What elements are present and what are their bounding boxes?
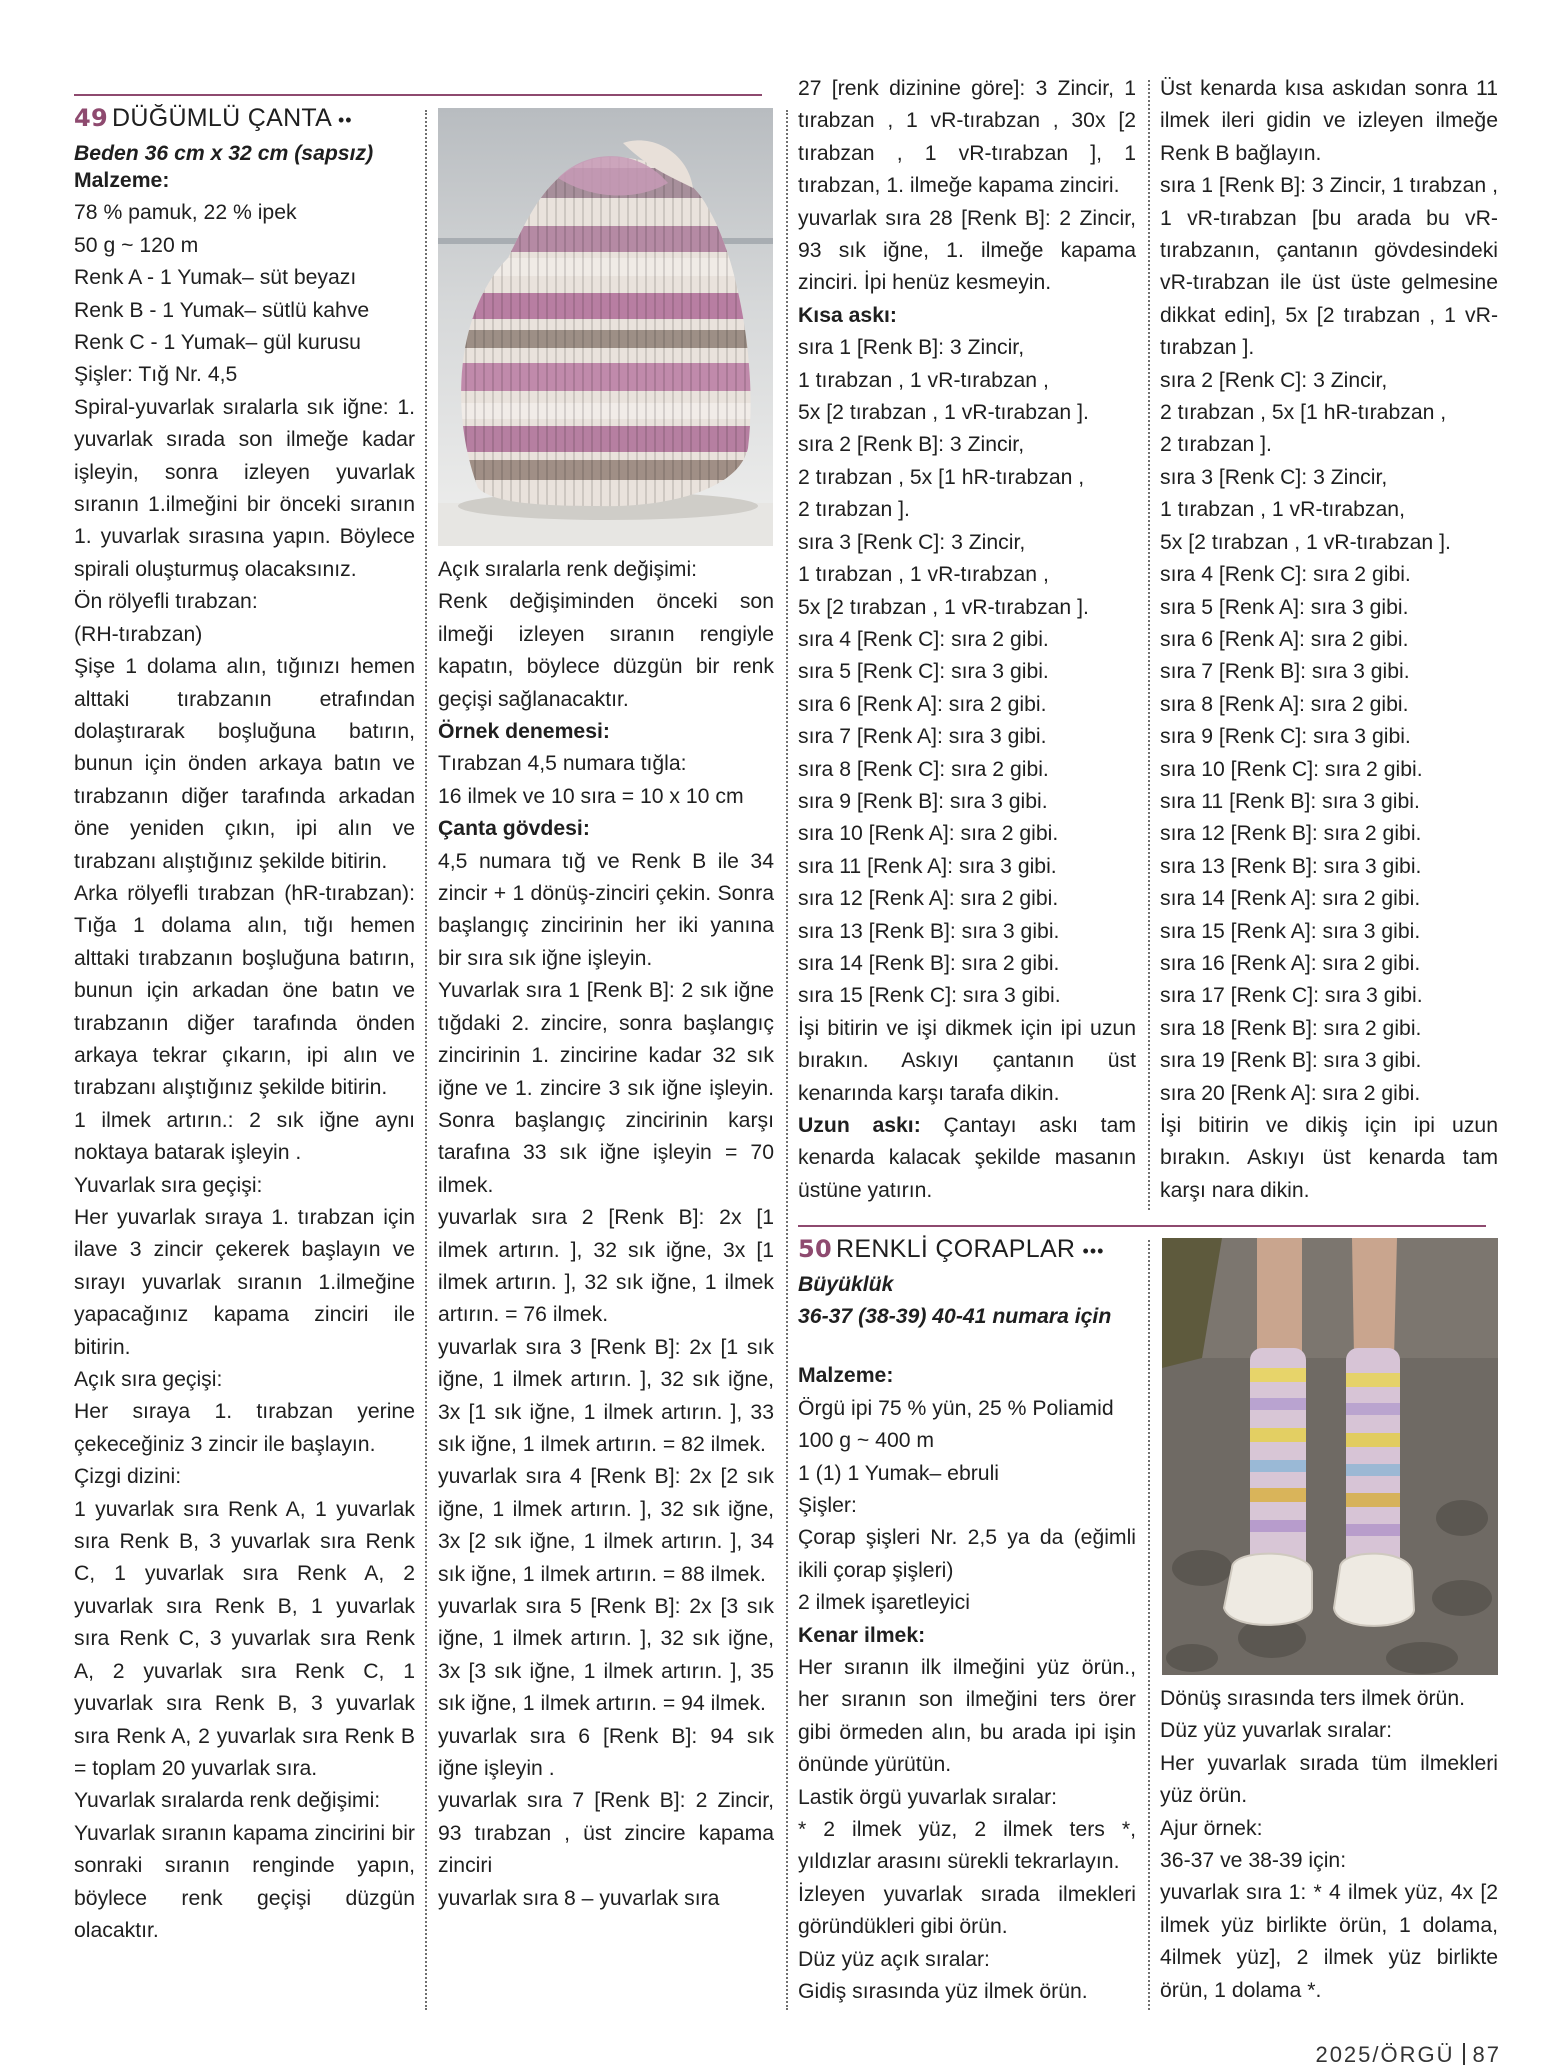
- article-49-heading: [74, 100, 419, 170]
- paragraph: sıra 5 [Renk A]: sıra 3 gibi.: [1160, 595, 1409, 619]
- paragraph: Şişler:: [798, 1494, 857, 1518]
- column-3-top: [798, 73, 1136, 1207]
- paragraph: Kenar ilmek:: [798, 1623, 926, 1647]
- paragraph: 78 % pamuk, 22 % ipek: [74, 201, 297, 225]
- paragraph: Dönüş sırasında ters ilmek örün.: [1160, 1687, 1465, 1710]
- section-rule-49: [74, 94, 762, 96]
- paragraph: 1 tırabzan , 1 vR-tırabzan ,: [798, 563, 1049, 587]
- paragraph: yuvarlak sıra 2 [Renk B]: 2x [1 ilmek artırın. ], 32 sık iğne, 3x [1 ilmek artırın. ], 32 sık iğne, 1 ilmek artırın. = 76 ilmek.: [438, 1206, 774, 1327]
- project-number-49: 49: [74, 104, 108, 132]
- paragraph: Arka rölyefli tırabzan (hR-tırabzan): Tığa 1 dolama alın, tığı hemen alttaki tırabzanın boşluğuna batırın, bunun için arkadan öne batın ve tırabzanın diğer tarafında önden arkaya tekrar çıkarın, ipi alın ve tırabzanı alıştığınız şekilde bitirin.: [74, 881, 415, 1100]
- size-49: Beden 36 cm x 32 cm (sapsız): [74, 142, 374, 165]
- paragraph: 5x [2 tırabzan , 1 vR-tırabzan ].: [1160, 530, 1451, 554]
- paragraph: sıra 19 [Renk B]: sıra 3 gibi.: [1160, 1049, 1422, 1073]
- column-divider-4: [1148, 1240, 1150, 2010]
- paragraph: Düz yüz yuvarlak sıralar:: [1160, 1719, 1392, 1743]
- paragraph: Ön rölyefli tırabzan:: [74, 590, 258, 614]
- paragraph: sıra 2 [Renk C]: 3 Zincir,: [1160, 368, 1388, 392]
- paragraph: Renk B - 1 Yumak– sütlü kahve: [74, 298, 370, 322]
- paragraph: * 2 ilmek yüz, 2 ilmek ters *, yıldızlar arasını sürekli tekrarlayın.: [798, 1818, 1136, 1874]
- paragraph: 36-37 ve 38-39 için:: [1160, 1849, 1347, 1873]
- paragraph: 1 tırabzan , 1 vR-tırabzan ,: [798, 368, 1049, 392]
- paragraph: 100 g ~ 400 m: [798, 1429, 935, 1453]
- knotted-bag-photo: [438, 108, 773, 546]
- column-divider-1: [425, 110, 427, 2010]
- page-footer: [1315, 2042, 1501, 2068]
- paragraph: Örnek denemesi:: [438, 720, 610, 744]
- paragraph: sıra 4 [Renk C]: sıra 2 gibi.: [798, 627, 1049, 651]
- paragraph: sıra 14 [Renk A]: sıra 2 gibi.: [1160, 887, 1421, 911]
- socks-photo: [1162, 1238, 1498, 1675]
- paragraph: 2 tırabzan , 5x [1 hR-tırabzan ,: [798, 465, 1085, 489]
- paragraph: 2 ilmek işaretleyici: [798, 1591, 970, 1615]
- column-2: [438, 554, 774, 1915]
- paragraph: Ajur örnek:: [1160, 1816, 1263, 1840]
- paragraph: İşi bitirin ve işi dikmek için ipi uzun bırakın. Askıyı çantanın üst kenarında karşı tarafa dikin.: [798, 1016, 1136, 1105]
- paragraph: Spiral-yuvarlak sıralarla sık iğne: 1. yuvarlak sırada son ilmeğe kadar işleyin, sonra izleyen yuvarlak sıranın 1.ilmeğini bir önceki sıranın 1. yuvarlak sırasına yapın. Böylece spirali oluşturmuş olacaksınız.: [74, 395, 415, 581]
- article-title-50: 50 RENKLİ ÇORAPLAR •••: [798, 1235, 1105, 1263]
- paragraph: sıra 5 [Renk C]: sıra 3 gibi.: [798, 660, 1049, 684]
- column-4-top: [1160, 73, 1498, 1207]
- paragraph: sıra 12 [Renk A]: sıra 2 gibi.: [798, 887, 1059, 911]
- paragraph: 2 tırabzan ].: [798, 498, 910, 522]
- article-title-49: 49 DÜĞÜMLÜ ÇANTA ••: [74, 104, 353, 132]
- paragraph: yuvarlak sıra 6 [Renk B]: 94 sık iğne işleyin .: [438, 1724, 774, 1781]
- paragraph: Lastik örgü yuvarlak sıralar:: [798, 1785, 1058, 1809]
- paragraph: yuvarlak sıra 7 [Renk B]: 2 Zincir, 93 tırabzan , üst zincire kapama zinciri: [438, 1789, 774, 1878]
- paragraph: Renk değişiminden önceki son ilmeği izleyen sıranın rengiyle kapatın, böylece düzgün bir renk geçişi sağlanacaktır.: [438, 590, 774, 711]
- paragraph: yuvarlak sıra 3 [Renk B]: 2x [1 sık iğne, 1 ilmek artırın. ], 32 sık iğne, 3x [1 sık iğne, 1 ilmek artırın. ], 33 sık iğne, 1 ilmek artırın. = 82 ilmek.: [438, 1335, 774, 1456]
- paragraph-lead: Uzun askı:: [798, 1114, 921, 1137]
- paragraph: Her sıranın ilk ilmeğini yüz örün., her sıranın son ilmeğini ters örer gibi örmeden alın, bu arada ipi işin önünde yürütün.: [798, 1656, 1136, 1777]
- paragraph: yuvarlak sıra 28 [Renk B]: 2 Zincir, 93 sık iğne, 1. ilmeğe kapama zinciri. İpi henüz kesmeyin.: [798, 206, 1136, 295]
- column-divider-3: [1148, 80, 1150, 1210]
- paragraph: 5x [2 tırabzan , 1 vR-tırabzan ].: [798, 595, 1089, 619]
- column-divider-2: [786, 110, 788, 2010]
- column-1: [74, 165, 415, 1947]
- paragraph: Yuvarlak sıra 1 [Renk B]: 2 sık iğne tığdaki 2. zincire, sonra başlangıç zincirinin 1. zincirine kadar 32 sık iğne ve 1. zincire 3 sık iğne işleyin. Sonra başlangıç zincirinin karşı tarafına 33 sık iğne işleyin = 70 ilmek.: [438, 979, 774, 1197]
- article-50-heading: [798, 1231, 1143, 1334]
- paragraph: sıra 14 [Renk B]: sıra 2 gibi.: [798, 951, 1060, 975]
- paragraph: Uzun askı: Çantayı askı tam kenarda kalacak şekilde masanın üstüne yatırın.: [798, 1114, 1136, 1202]
- magazine-issue: 2025/ÖRGÜ: [1315, 2042, 1455, 2067]
- paragraph: sıra 13 [Renk B]: sıra 3 gibi.: [1160, 854, 1422, 878]
- paragraph: Açık sıra geçişi:: [74, 1368, 223, 1392]
- paragraph: sıra 7 [Renk B]: sıra 3 gibi.: [1160, 660, 1410, 684]
- paragraph: Örgü ipi 75 % yün, 25 % Poliamid: [798, 1396, 1114, 1420]
- paragraph: sıra 6 [Renk A]: sıra 2 gibi.: [1160, 627, 1409, 651]
- paragraph: Yuvarlak sıranın kapama zincirini bir sonraki sıranın renginde yapın, böylece renk geçişi düzgün olacaktır.: [74, 1821, 415, 1942]
- paragraph: Renk C - 1 Yumak– gül kurusu: [74, 331, 361, 355]
- paragraph: sıra 9 [Renk B]: sıra 3 gibi.: [798, 789, 1048, 813]
- paragraph: yuvarlak sıra 8 – yuvarlak sıra: [438, 1886, 720, 1910]
- paragraph: Şişe 1 dolama alın, tığınızı hemen alttaki tırabzanın etrafından dolaştırarak boşluğuna batırın, bunun için önden arkaya batın ve tırabzanın diğer tarafında arkadan öne yeniden çıkın, ipi alın ve tırabzanı alıştığınız şekilde bitirin.: [74, 655, 415, 873]
- paragraph: sıra 7 [Renk A]: sıra 3 gibi.: [798, 725, 1047, 749]
- paragraph: sıra 4 [Renk C]: sıra 2 gibi.: [1160, 563, 1411, 587]
- paragraph: 4,5 numara tığ ve Renk B ile 34 zincir + 1 dönüş-zinciri çekin. Sonra başlangıç zincirinin her iki yanına bir sıra sık iğne işleyin.: [438, 849, 774, 970]
- paragraph: sıra 2 [Renk B]: 3 Zincir,: [798, 433, 1025, 457]
- paragraph: 2 tırabzan , 5x [1 hR-tırabzan ,: [1160, 401, 1447, 425]
- paragraph: 16 ilmek ve 10 sıra = 10 x 10 cm: [438, 784, 744, 808]
- paragraph: Çizgi dizini:: [74, 1465, 182, 1489]
- column-4-bottom: [1160, 1683, 1498, 2007]
- paragraph: Her yuvarlak sıraya 1. tırabzan için ilave 3 zincir çekerek başlayın ve sırayı yuvarlak sıranın 1.ilmeğine yapacağınız kapama zinciri ile bitirin.: [74, 1206, 415, 1359]
- paragraph: Her sıraya 1. tırabzan yerine çekeceğiniz 3 zincir ile başlayın.: [74, 1400, 415, 1456]
- paragraph: sıra 15 [Renk C]: sıra 3 gibi.: [798, 984, 1061, 1008]
- paragraph: sıra 3 [Renk C]: 3 Zincir,: [798, 530, 1026, 554]
- paragraph: sıra 3 [Renk C]: 3 Zincir,: [1160, 465, 1388, 489]
- paragraph: Malzeme:: [74, 169, 170, 192]
- column-3-bottom: [798, 1328, 1136, 2009]
- paragraph: 1 (1) 1 Yumak– ebruli: [798, 1461, 1000, 1485]
- section-rule-50: [798, 1225, 1486, 1227]
- paragraph: Gidiş sırasında yüz ilmek örün.: [798, 1980, 1088, 2004]
- bag-illustration: [438, 108, 773, 546]
- paragraph: sıra 20 [Renk A]: sıra 2 gibi.: [1160, 1081, 1421, 1105]
- paragraph: sıra 8 [Renk A]: sıra 2 gibi.: [1160, 692, 1409, 716]
- paragraph: yuvarlak sıra 1: * 4 ilmek yüz, 4x [2 ilmek yüz birlikte örün, 1 dolama, 4ilmek yüz], 2 ilmek yüz birlikte örün, 1 dolama *.: [1160, 1881, 1498, 2002]
- paragraph: sıra 15 [Renk A]: sıra 3 gibi.: [1160, 919, 1421, 943]
- paragraph: Çorap şişleri Nr. 2,5 ya da (eğimli ikili çorap şişleri): [798, 1526, 1136, 1582]
- size-50: 36-37 (38-39) 40-41 numara için: [798, 1305, 1112, 1329]
- project-number-50: 50: [798, 1235, 832, 1263]
- paragraph: Renk A - 1 Yumak– süt beyazı: [74, 266, 357, 290]
- paragraph: sıra 13 [Renk B]: sıra 3 gibi.: [798, 919, 1060, 943]
- footer-separator: [1463, 2043, 1465, 2065]
- paragraph: 1 ilmek artırın.: 2 sık iğne aynı noktaya batarak işleyin .: [74, 1108, 415, 1165]
- paragraph: sıra 6 [Renk A]: sıra 2 gibi.: [798, 692, 1047, 716]
- paragraph: Her yuvarlak sırada tüm ilmekleri yüz örün.: [1160, 1751, 1498, 1808]
- paragraph: sıra 11 [Renk A]: sıra 3 gibi.: [798, 854, 1057, 878]
- paragraph: [798, 1328, 1136, 1360]
- paragraph: Kısa askı:: [798, 303, 897, 327]
- paragraph: sıra 10 [Renk C]: sıra 2 gibi.: [1160, 757, 1423, 781]
- paragraph: sıra 17 [Renk C]: sıra 3 gibi.: [1160, 984, 1423, 1008]
- paragraph: Yuvarlak sıralarda renk değişimi:: [74, 1789, 381, 1813]
- paragraph: Malzeme:: [798, 1364, 894, 1388]
- paragraph: Yuvarlak sıra geçişi:: [74, 1173, 263, 1197]
- paragraph: Çanta gövdesi:: [438, 817, 590, 841]
- paragraph: 2 tırabzan ].: [1160, 433, 1272, 457]
- paragraph: sıra 9 [Renk C]: sıra 3 gibi.: [1160, 725, 1411, 749]
- paragraph: Üst kenarda kısa askıdan sonra 11 ilmek ileri gidin ve izleyen ilmeğe Renk B bağlayın.: [1160, 77, 1498, 165]
- paragraph: sıra 11 [Renk B]: sıra 3 gibi.: [1160, 789, 1420, 813]
- paragraph: 5x [2 tırabzan , 1 vR-tırabzan ].: [798, 401, 1089, 425]
- paragraph: sıra 16 [Renk A]: sıra 2 gibi.: [1160, 951, 1421, 975]
- paragraph: Şişler: Tığ Nr. 4,5: [74, 363, 238, 387]
- paragraph: sıra 1 [Renk B]: 3 Zincir,: [798, 336, 1025, 360]
- paragraph: sıra 18 [Renk B]: sıra 2 gibi.: [1160, 1016, 1422, 1040]
- paragraph: Tırabzan 4,5 numara tığla:: [438, 752, 687, 776]
- paragraph: İşi bitirin ve dikiş için ipi uzun bırakın. Askıyı üst kenarda tam karşı nara dikin.: [1160, 1114, 1498, 1202]
- difficulty-50: •••: [1082, 1241, 1105, 1261]
- paragraph: (RH-tırabzan): [74, 622, 203, 646]
- paragraph: 27 [renk dizinine göre]: 3 Zincir, 1 tırabzan , 1 vR-tırabzan , 30x [2 tırabzan , 1 vR-tırabzan ], 1 tırabzan, 1. ilmeğe kapama zinciri.: [798, 77, 1136, 198]
- paragraph: 50 g ~ 120 m: [74, 233, 199, 257]
- paragraph: 1 tırabzan , 1 vR-tırabzan,: [1160, 498, 1405, 522]
- paragraph: 1 yuvarlak sıra Renk A, 1 yuvarlak sıra Renk B, 3 yuvarlak sıra Renk C, 1 yuvarlak sıra Renk A, 2 yuvarlak sıra Renk B, 1 yuvarlak sıra Renk C, 3 yuvarlak sıra Renk A, 2 yuvarlak sıra Renk C, 1 yuvarlak sıra Renk B, 3 yuvarlak sıra Renk A, 2 yuvarlak sıra Renk B = toplam 20 yuvarlak sıra.: [74, 1497, 415, 1780]
- page-number: 87: [1472, 2042, 1501, 2067]
- socks-illustration: [1162, 1238, 1498, 1675]
- paragraph: Açık sıralarla renk değişimi:: [438, 558, 698, 581]
- paragraph: Düz yüz açık sıralar:: [798, 1947, 990, 1971]
- size-label-50: Büyüklük: [798, 1273, 894, 1296]
- paragraph: sıra 10 [Renk A]: sıra 2 gibi.: [798, 822, 1059, 846]
- paragraph: sıra 1 [Renk B]: 3 Zincir, 1 tırabzan , 1 vR-tırabzan [bu arada bu vR-tırabzanın, çantanın gövdesindeki vR-tırabzan ile üst üste gelmesine dikkat edin], 5x [2 tırabzan , 1 vR-tırabzan ].: [1160, 174, 1498, 360]
- paragraph: sıra 12 [Renk B]: sıra 2 gibi.: [1160, 822, 1422, 846]
- paragraph: sıra 8 [Renk C]: sıra 2 gibi.: [798, 757, 1049, 781]
- paragraph: yuvarlak sıra 5 [Renk B]: 2x [3 sık iğne, 1 ilmek artırın. ], 32 sık iğne, 3x [3 sık iğne, 1 ilmek artırın. ], 35 sık iğne, 1 ilmek artırın. = 94 ilmek.: [438, 1595, 774, 1716]
- paragraph: yuvarlak sıra 4 [Renk B]: 2x [2 sık iğne, 1 ilmek artırın. ], 32 sık iğne, 3x [2 sık iğne, 1 ilmek artırın. ], 34 sık iğne, 1 ilmek artırın. = 88 ilmek.: [438, 1465, 774, 1586]
- paragraph: İzleyen yuvarlak sırada ilmekleri göründükleri gibi örün.: [798, 1882, 1136, 1939]
- difficulty-49: ••: [337, 110, 353, 130]
